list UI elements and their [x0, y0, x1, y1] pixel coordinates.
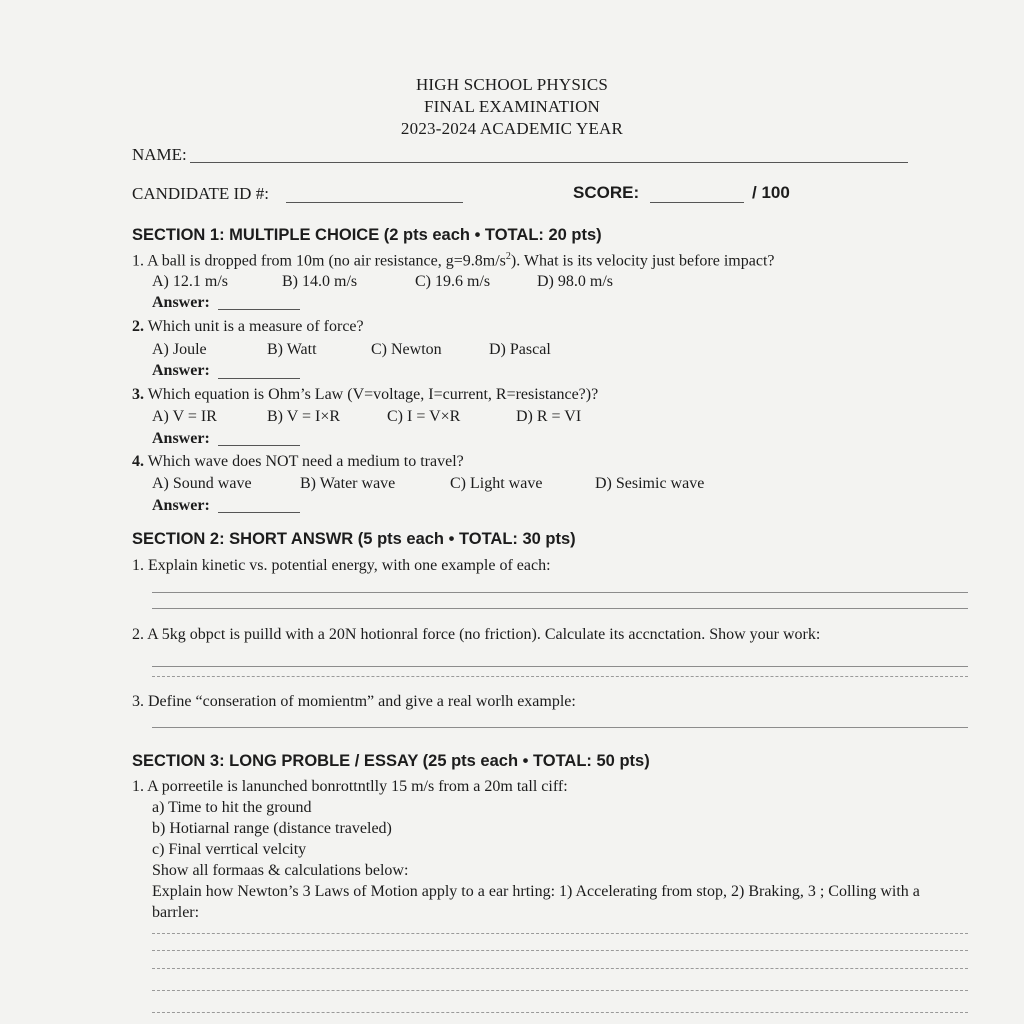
exam-title-line-2: FINAL EXAMINATION: [423, 97, 601, 116]
question-text: Explain kinetic vs. potential energy, with one example of each:: [148, 557, 551, 574]
question-text-end: ). What is its velocity just before impact?: [510, 252, 775, 270]
question-text: Which unit is a measure of force?: [147, 318, 364, 335]
answer-label: Answer:: [152, 294, 210, 311]
answer-label: Answer:: [152, 362, 210, 379]
mc-question-3: [132, 386, 598, 404]
mc-option-1d[interactable]: D) 98.0 m/s: [537, 273, 613, 290]
answer-label: Answer:: [152, 430, 210, 447]
answer-line[interactable]: [152, 727, 968, 728]
mc-option-2c[interactable]: C) Newton: [371, 341, 442, 358]
question-number: 4.: [132, 453, 144, 470]
mc-question-2: [132, 318, 364, 336]
short-question-3: [132, 693, 576, 711]
question-number: 2.: [132, 626, 144, 643]
candidate-id-field[interactable]: [286, 202, 463, 203]
mc-option-3b[interactable]: B) V = I×R: [267, 408, 341, 425]
score-field[interactable]: [650, 202, 744, 203]
short-question-1: [132, 557, 551, 575]
question-text: Which equation is Ohm’s Law (V=voltage, I=current, R=resistance?)?: [147, 386, 599, 403]
essay-line[interactable]: [152, 990, 968, 991]
question-text: A ball is dropped from 10m (no air resistance, g=9.8m/s: [147, 252, 506, 270]
exam-title-line-3: 2023-2024 ACADEMIC YEAR: [400, 119, 624, 138]
answer-field-1[interactable]: [218, 309, 300, 310]
mc-option-4d[interactable]: D) Sesimic wave: [595, 475, 705, 492]
question-number: 1.: [132, 252, 144, 270]
question-text: A porreetile is lanunched bonr‌ottntlly 15 m/s from a 20m tall ciff:: [147, 778, 568, 795]
mc-option-2d[interactable]: D) Pascal: [489, 341, 551, 358]
name-field[interactable]: [190, 162, 908, 163]
question-part-c: c) Final verrtical velcity: [152, 841, 307, 858]
essay-line[interactable]: [152, 933, 968, 934]
superscript: 2: [505, 251, 511, 262]
section-1-title: SECTION 1: MULTIPLE CHOICE (2 pts each • TOTAL: 20 pts): [132, 226, 602, 244]
mc-option-4a[interactable]: A) Sound wave: [152, 475, 252, 492]
mc-option-2b[interactable]: B) Watt: [267, 341, 317, 358]
long-question-1: [132, 778, 568, 796]
mc-option-4c[interactable]: C) Light wave: [450, 475, 543, 492]
name-label: NAME:: [132, 145, 187, 164]
section-3-title: SECTION 3: LONG PROBLE / ESSAY (25 pts each • TOTAL: 50 pts): [132, 752, 650, 770]
question-number: 1.: [132, 778, 144, 795]
mc-option-3c[interactable]: C) I = V×R: [387, 408, 461, 425]
show-work-instruction: Show all formaas & calculations below:: [152, 862, 409, 879]
answer-label: Answer:: [152, 497, 210, 514]
mc-option-3a[interactable]: A) V = IR: [152, 408, 217, 425]
answer-line[interactable]: [152, 666, 968, 667]
section-2-title: SECTION 2: SHORT ANSWR (5 pts each • TOTAL: 30 pts): [132, 530, 576, 548]
question-number: 3.: [132, 693, 144, 710]
explain-instruction-line-1: Explain how Newton’s 3 Laws of Motion apply to a ear hrting: 1) Accelerating from stop, 2) Braking, 3 ; Colling with a: [152, 883, 920, 900]
answer-line[interactable]: [152, 592, 968, 593]
question-text: A 5kg obpct is puill‌d with a 20N hotionr‌al force (no friction). Calculate its accnctation. Show your work:: [147, 626, 821, 643]
essay-line[interactable]: [152, 950, 968, 951]
candidate-id-label: CANDIDATE ID #:: [132, 184, 269, 203]
mc-option-1b[interactable]: B) 14.0 m/s: [282, 273, 358, 290]
answer-line[interactable]: [152, 676, 968, 677]
score-label: SCORE:: [573, 183, 640, 202]
question-text: Which wave does NOT need a medium to travel?: [147, 453, 464, 470]
question-part-a: a) Time to hit the ground: [152, 799, 312, 816]
mc-option-4b[interactable]: B) Water wave: [300, 475, 396, 492]
mc-option-1c[interactable]: C) 19.6 m/s: [415, 273, 491, 290]
question-number: 3.: [132, 386, 144, 403]
mc-option-1a[interactable]: A) 12.1 m/s: [152, 273, 228, 290]
essay-line[interactable]: [152, 968, 968, 969]
question-number: 2.: [132, 318, 144, 335]
question-text: Define “conseration of momientm” and give a real worlh example:: [148, 693, 576, 710]
answer-field-3[interactable]: [218, 445, 300, 446]
explain-instruction-line-2: barrler:: [152, 904, 200, 921]
answer-field-2[interactable]: [218, 378, 300, 379]
exam-title-line-1: HIGH SCHOOL PHYSICS: [415, 75, 609, 94]
mc-question-1: [132, 251, 775, 270]
answer-line[interactable]: [152, 608, 968, 609]
essay-line[interactable]: [152, 1012, 968, 1013]
question-part-b: b) Hotiarn‌al range (distance traveled): [152, 820, 392, 837]
mc-option-2a[interactable]: A) Joule: [152, 341, 207, 358]
score-total: / 100: [752, 183, 790, 202]
mc-question-4: [132, 453, 464, 471]
mc-option-3d[interactable]: D) R = VI: [516, 408, 582, 425]
short-question-2: [132, 626, 820, 644]
question-number: 1.: [132, 557, 144, 574]
answer-field-4[interactable]: [218, 512, 300, 513]
